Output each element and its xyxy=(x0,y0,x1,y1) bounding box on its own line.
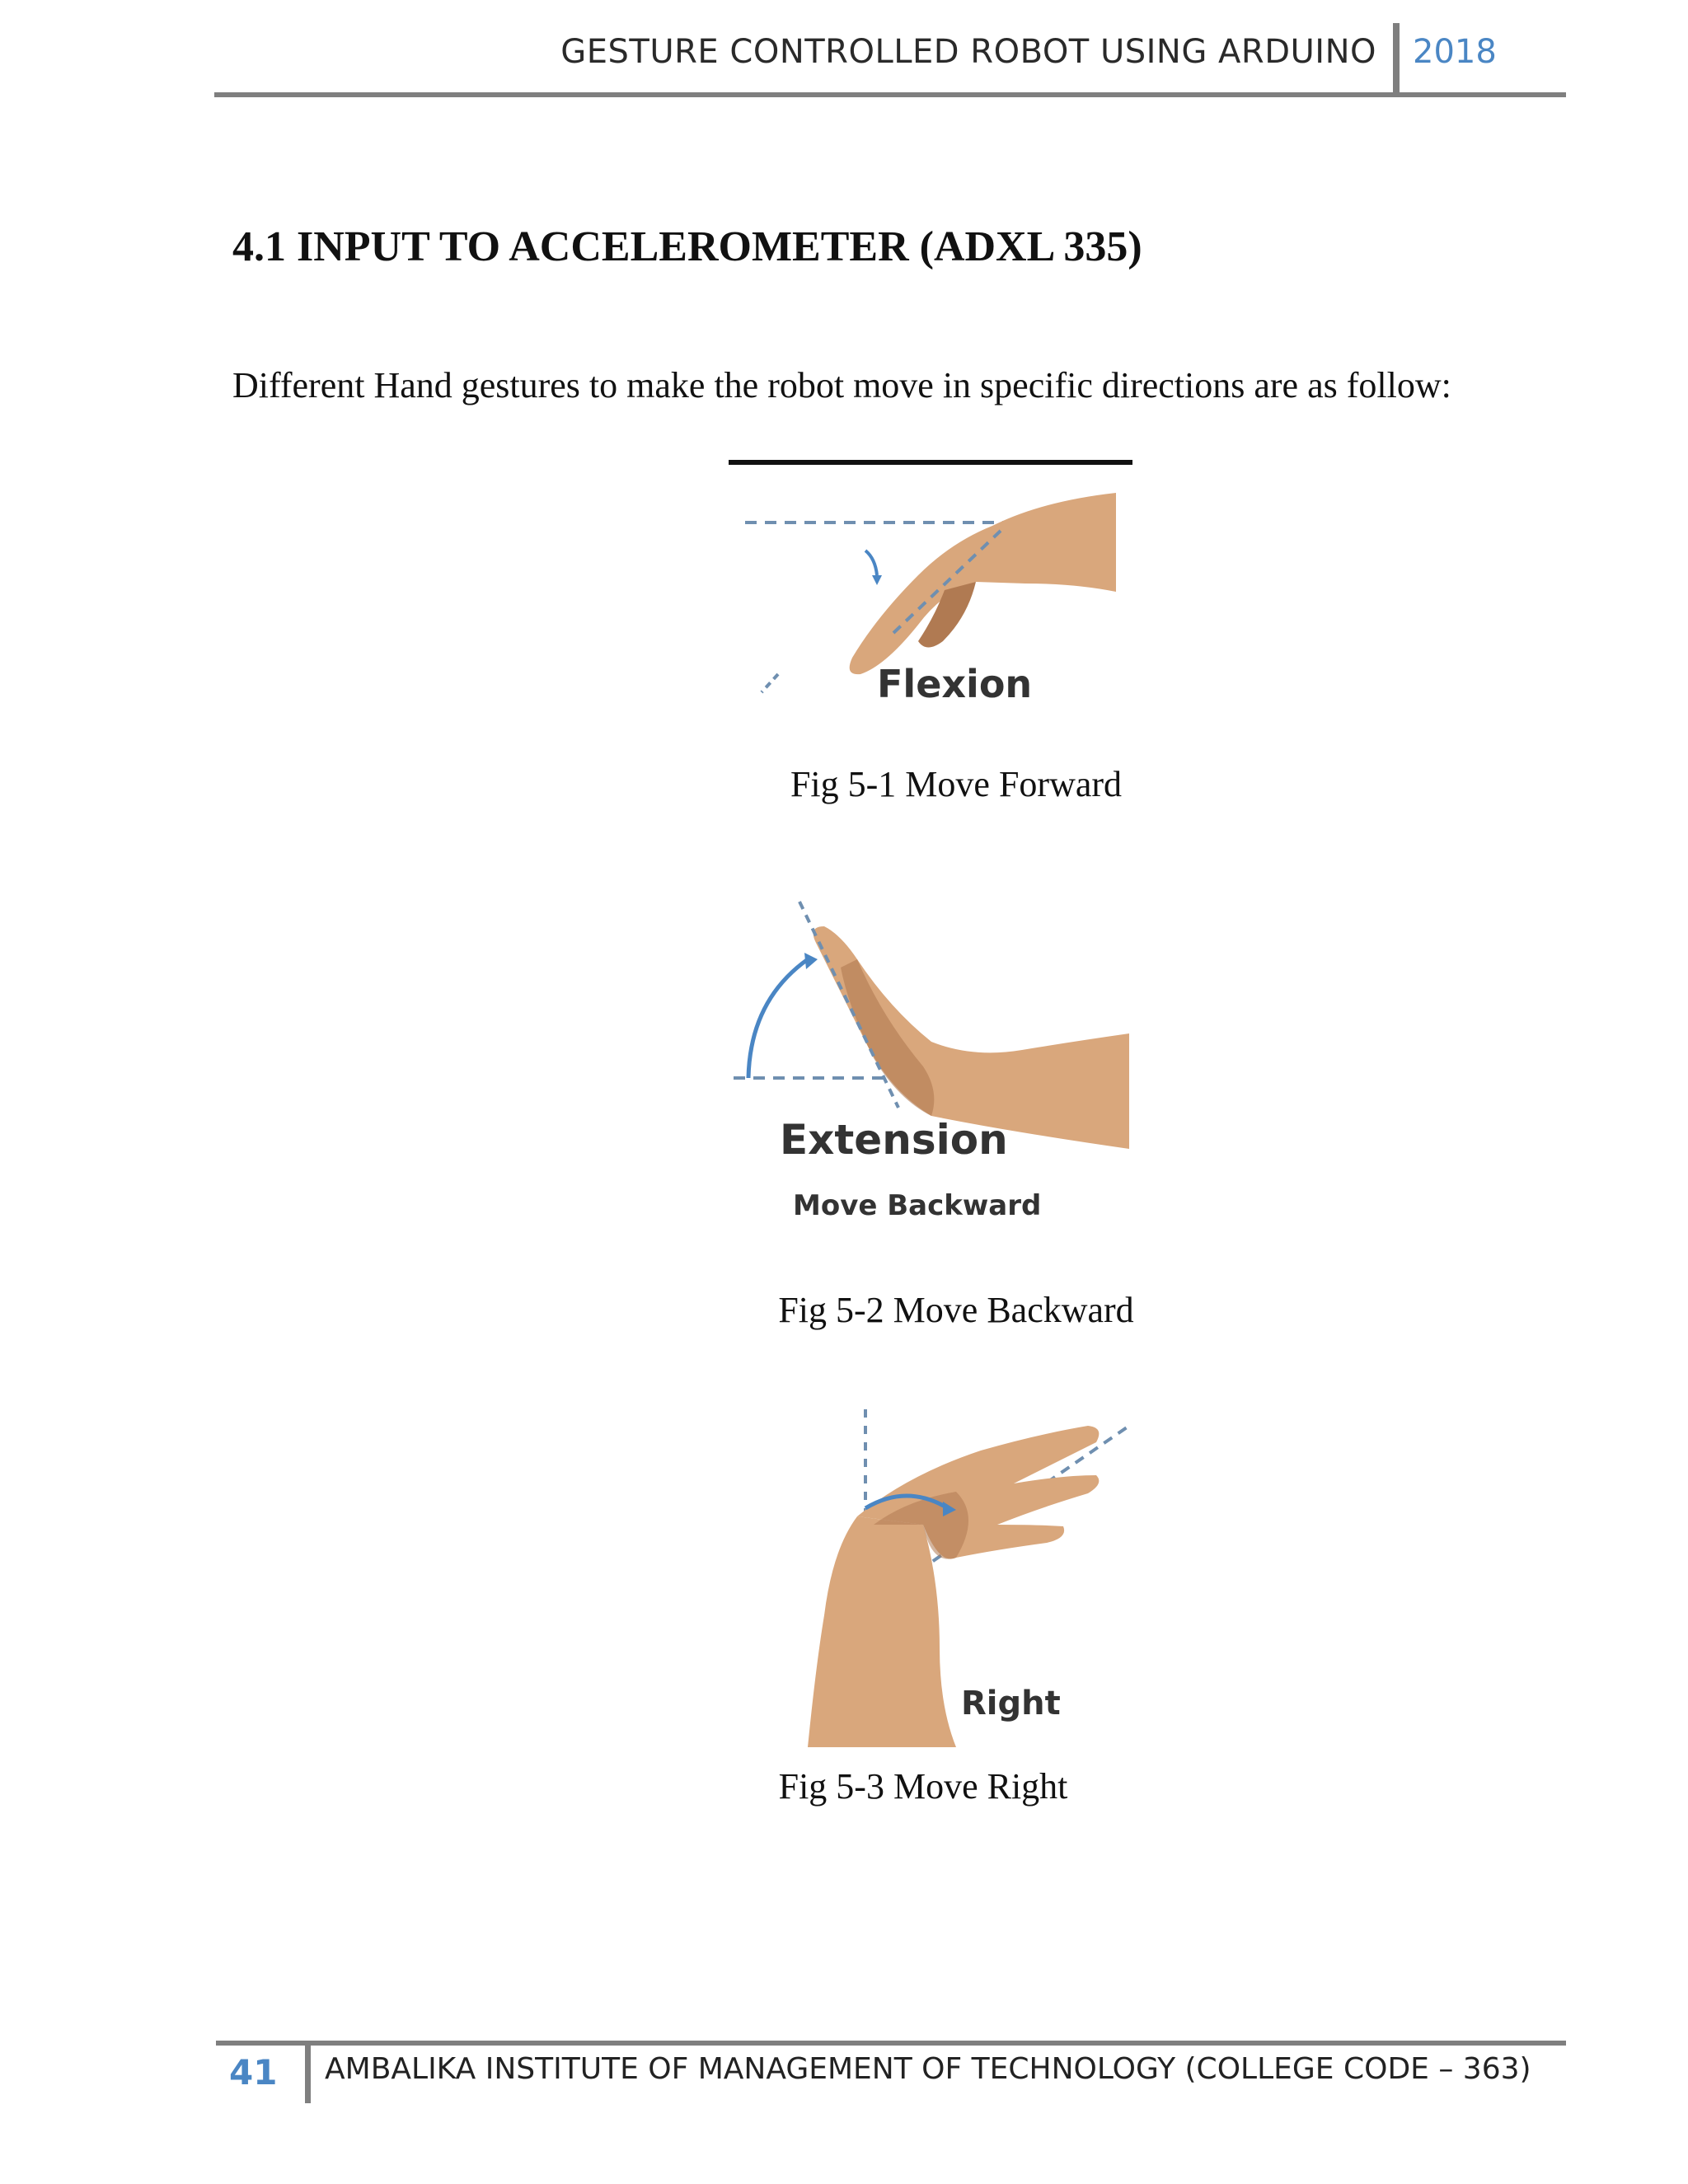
figure-extension-image xyxy=(725,877,1137,1231)
figure-flexion-label: Flexion xyxy=(877,662,1033,706)
section-heading: 4.1 INPUT TO ACCELEROMETER (ADXL 335) xyxy=(232,223,1142,270)
header-rule xyxy=(214,92,1566,97)
page-number: 41 xyxy=(229,2052,278,2093)
running-header-year: 2018 xyxy=(1413,33,1497,71)
figure-caption-3: Fig 5-3 Move Right xyxy=(778,1766,1068,1807)
intro-paragraph: Different Hand gestures to make the robot move in specific directions are as follow: xyxy=(232,365,1451,405)
figure-caption-2: Fig 5-2 Move Backward xyxy=(778,1290,1134,1330)
footer-rule xyxy=(216,2041,1566,2046)
header-divider xyxy=(1393,23,1400,92)
figure-flexion-image xyxy=(729,460,1132,724)
figure-right-label: Right xyxy=(961,1685,1061,1722)
figure-right-image xyxy=(767,1401,1137,1747)
figure-extension-sublabel: Move Backward xyxy=(793,1189,1042,1222)
running-header-title: GESTURE CONTROLLED ROBOT USING ARDUINO xyxy=(560,33,1376,71)
footer-institution: AMBALIKA INSTITUTE OF MANAGEMENT OF TECHNOLOGY (COLLEGE CODE – 363) xyxy=(325,2052,1531,2086)
figure-extension-label: Extension xyxy=(780,1116,1008,1164)
figure-caption-1: Fig 5-1 Move Forward xyxy=(790,764,1123,804)
footer-divider xyxy=(305,2046,311,2103)
